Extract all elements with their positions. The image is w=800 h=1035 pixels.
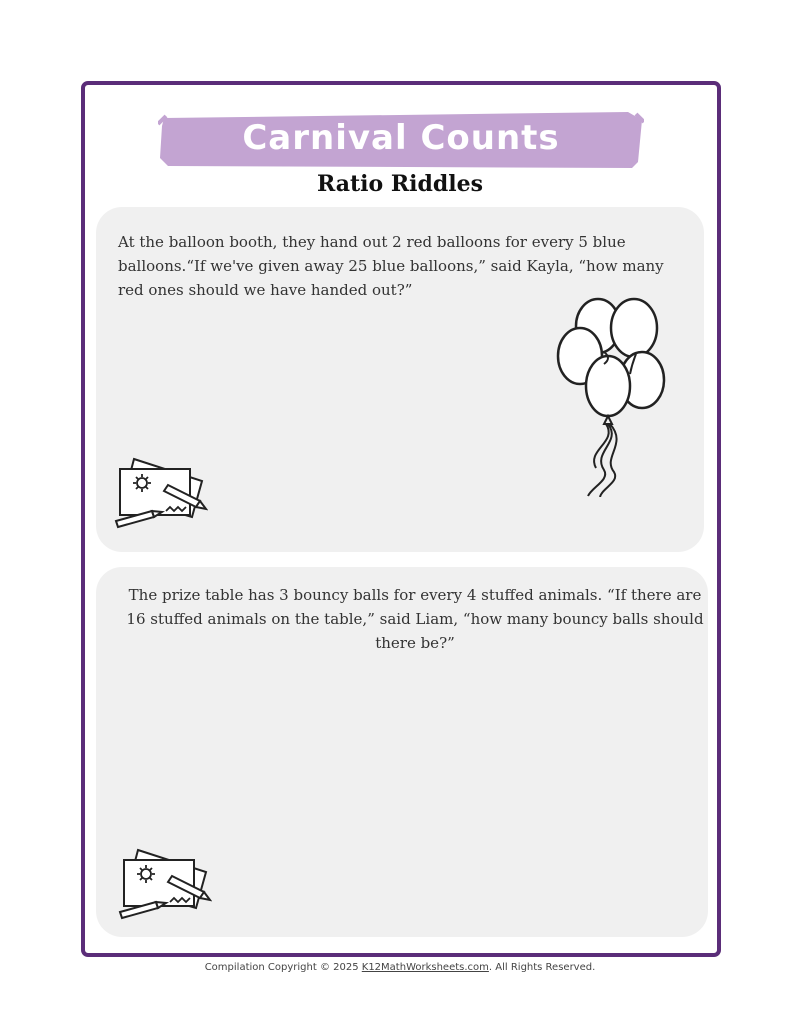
balloons-icon: [552, 292, 672, 497]
drawing-paper-pencils-icon: [116, 846, 212, 922]
problem-2-text: The prize table has 3 bouncy balls for every 4 stuffed animals. “If there are 16 stuffed animals on the table,” said Liam, “how many bouncy balls should there be?”: [126, 586, 704, 652]
drawing-paper-pencils-icon: [112, 455, 208, 531]
problem-1-text: At the balloon booth, they hand out 2 red balloons for every 5 blue balloons.“If we've given away 25 blue balloons,” said Kayla, “how many red ones should we have handed out?”: [118, 233, 664, 299]
copyright-footer: [0, 962, 800, 973]
worksheet-subtitle: Ratio Riddles: [316, 171, 484, 197]
worksheet-title: Carnival Counts: [242, 118, 560, 158]
footer-prefix: Compilation Copyright © 2025: [204, 962, 362, 973]
footer-suffix: . All Rights Reserved.: [488, 962, 596, 973]
footer-site-link[interactable]: K12MathWorksheets.com: [361, 962, 489, 973]
